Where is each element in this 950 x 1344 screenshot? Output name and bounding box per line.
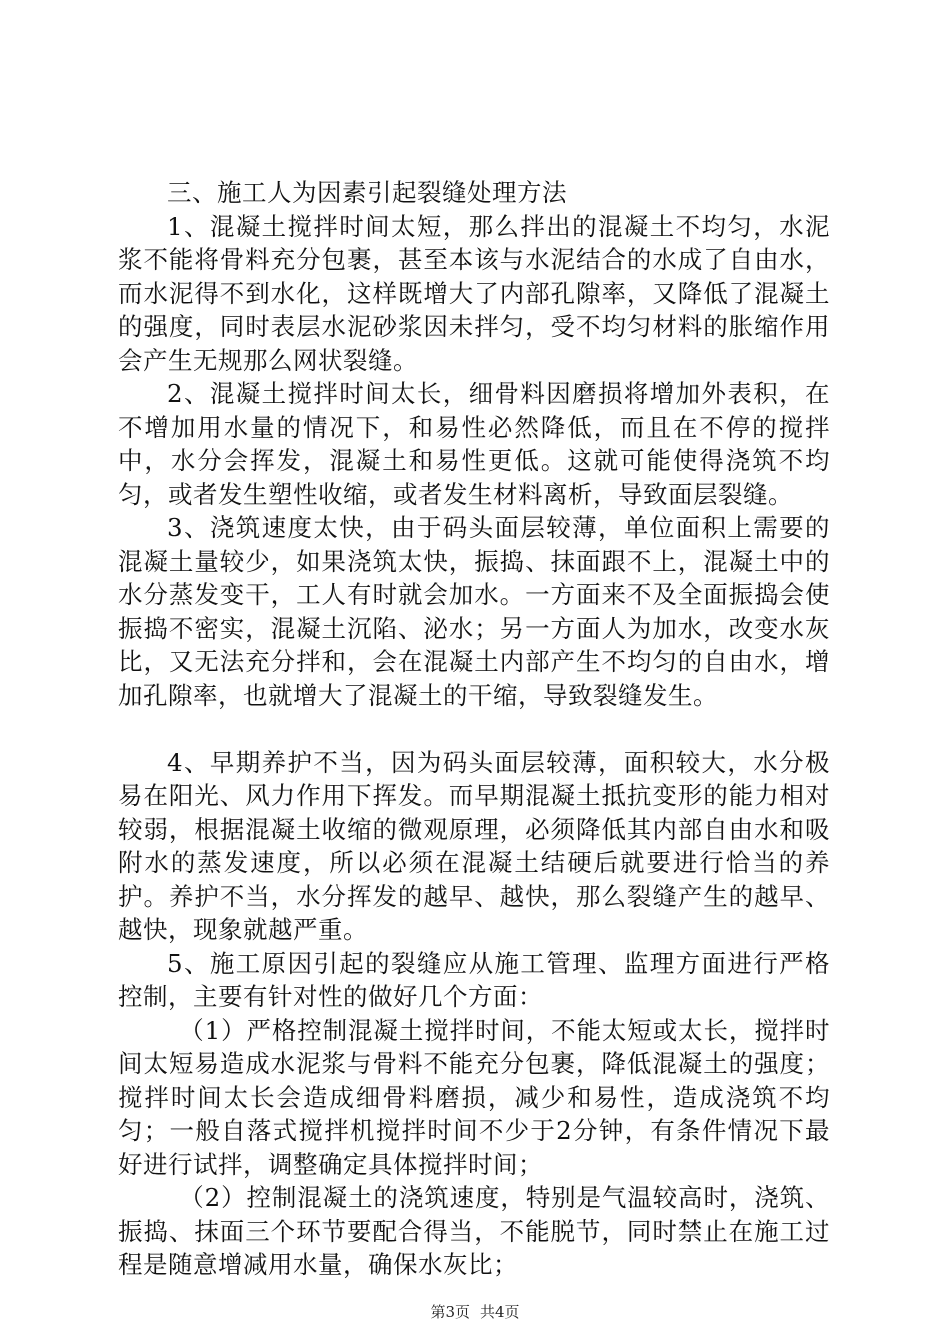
- paragraph-3: 3、浇筑速度太快，由于码头面层较薄，单位面积上需要的混凝土量较少，如果浇筑太快，振捣、抹面跟不上，混凝土中的水分蒸发变干，工人有时就会加水。一方面来不及全面振捣会使振捣不密实，混凝土沉陷、泌水；另一方面人为加水，改变水灰比，又无法充分拌和，会在混凝土内部产生不均匀的自由水，增加孔隙率，也就增大了混凝土的干缩，导致裂缝发生。: [118, 513, 830, 710]
- paragraph-4: 4、早期养护不当，因为码头面层较薄，面积较大，水分极易在阳光、风力作用下挥发。而早期混凝土抵抗变形的能力相对较弱，根据混凝土收缩的微观原理，必须降低其内部自由水和吸附水的蒸发速度，所以必须在混凝土结硬后就要进行恰当的养护。养护不当，水分挥发的越早、越快，那么裂缝产生的越早、越快，现象就越严重。: [118, 747, 830, 944]
- page-total: 共4页: [480, 1303, 520, 1321]
- sub-item-2: （2）控制混凝土的浇筑速度，特别是气温较高时，浇筑、振捣、抹面三个环节要配合得当，不能脱节，同时禁止在施工过程是随意增减用水量，确保水灰比；: [118, 1183, 830, 1279]
- document-body: [118, 176, 830, 1282]
- page-footer: [0, 1302, 950, 1322]
- paragraph-5: 5、施工原因引起的裂缝应从施工管理、监理方面进行严格控制，主要有针对性的做好几个方面：: [118, 948, 830, 1011]
- page-number: 第3页: [430, 1303, 470, 1321]
- paragraph-1: 1、混凝土搅拌时间太短，那么拌出的混凝土不均匀，水泥浆不能将骨料充分包裹，甚至本该与水泥结合的水成了自由水，而水泥得不到水化，这样既增大了内部孔隙率，又降低了混凝土的强度，同时表层水泥砂浆因未拌匀，受不均匀材料的胀缩作用会产生无规那么网状裂缝。: [118, 211, 830, 375]
- paragraph-2: 2、混凝土搅拌时间太长，细骨料因磨损将增加外表积，在不增加用水量的情况下，和易性必然降低，而且在不停的搅拌中，水分会挥发，混凝土和易性更低。这就可能使得浇筑不均匀，或者发生塑性收缩，或者发生材料离析，导致面层裂缝。: [118, 379, 830, 509]
- sub-item-1: （1）严格控制混凝土搅拌时间，不能太短或太长，搅拌时间太短易造成水泥浆与骨料不能充分包裹，降低混凝土的强度；搅拌时间太长会造成细骨料磨损，减少和易性，造成浇筑不均匀；一般自落式搅拌机搅拌时间不少于2分钟，有条件情况下最好进行试拌，调整确定具体搅拌时间；: [118, 1015, 830, 1179]
- section-heading: 三、施工人为因素引起裂缝处理方法: [167, 178, 567, 207]
